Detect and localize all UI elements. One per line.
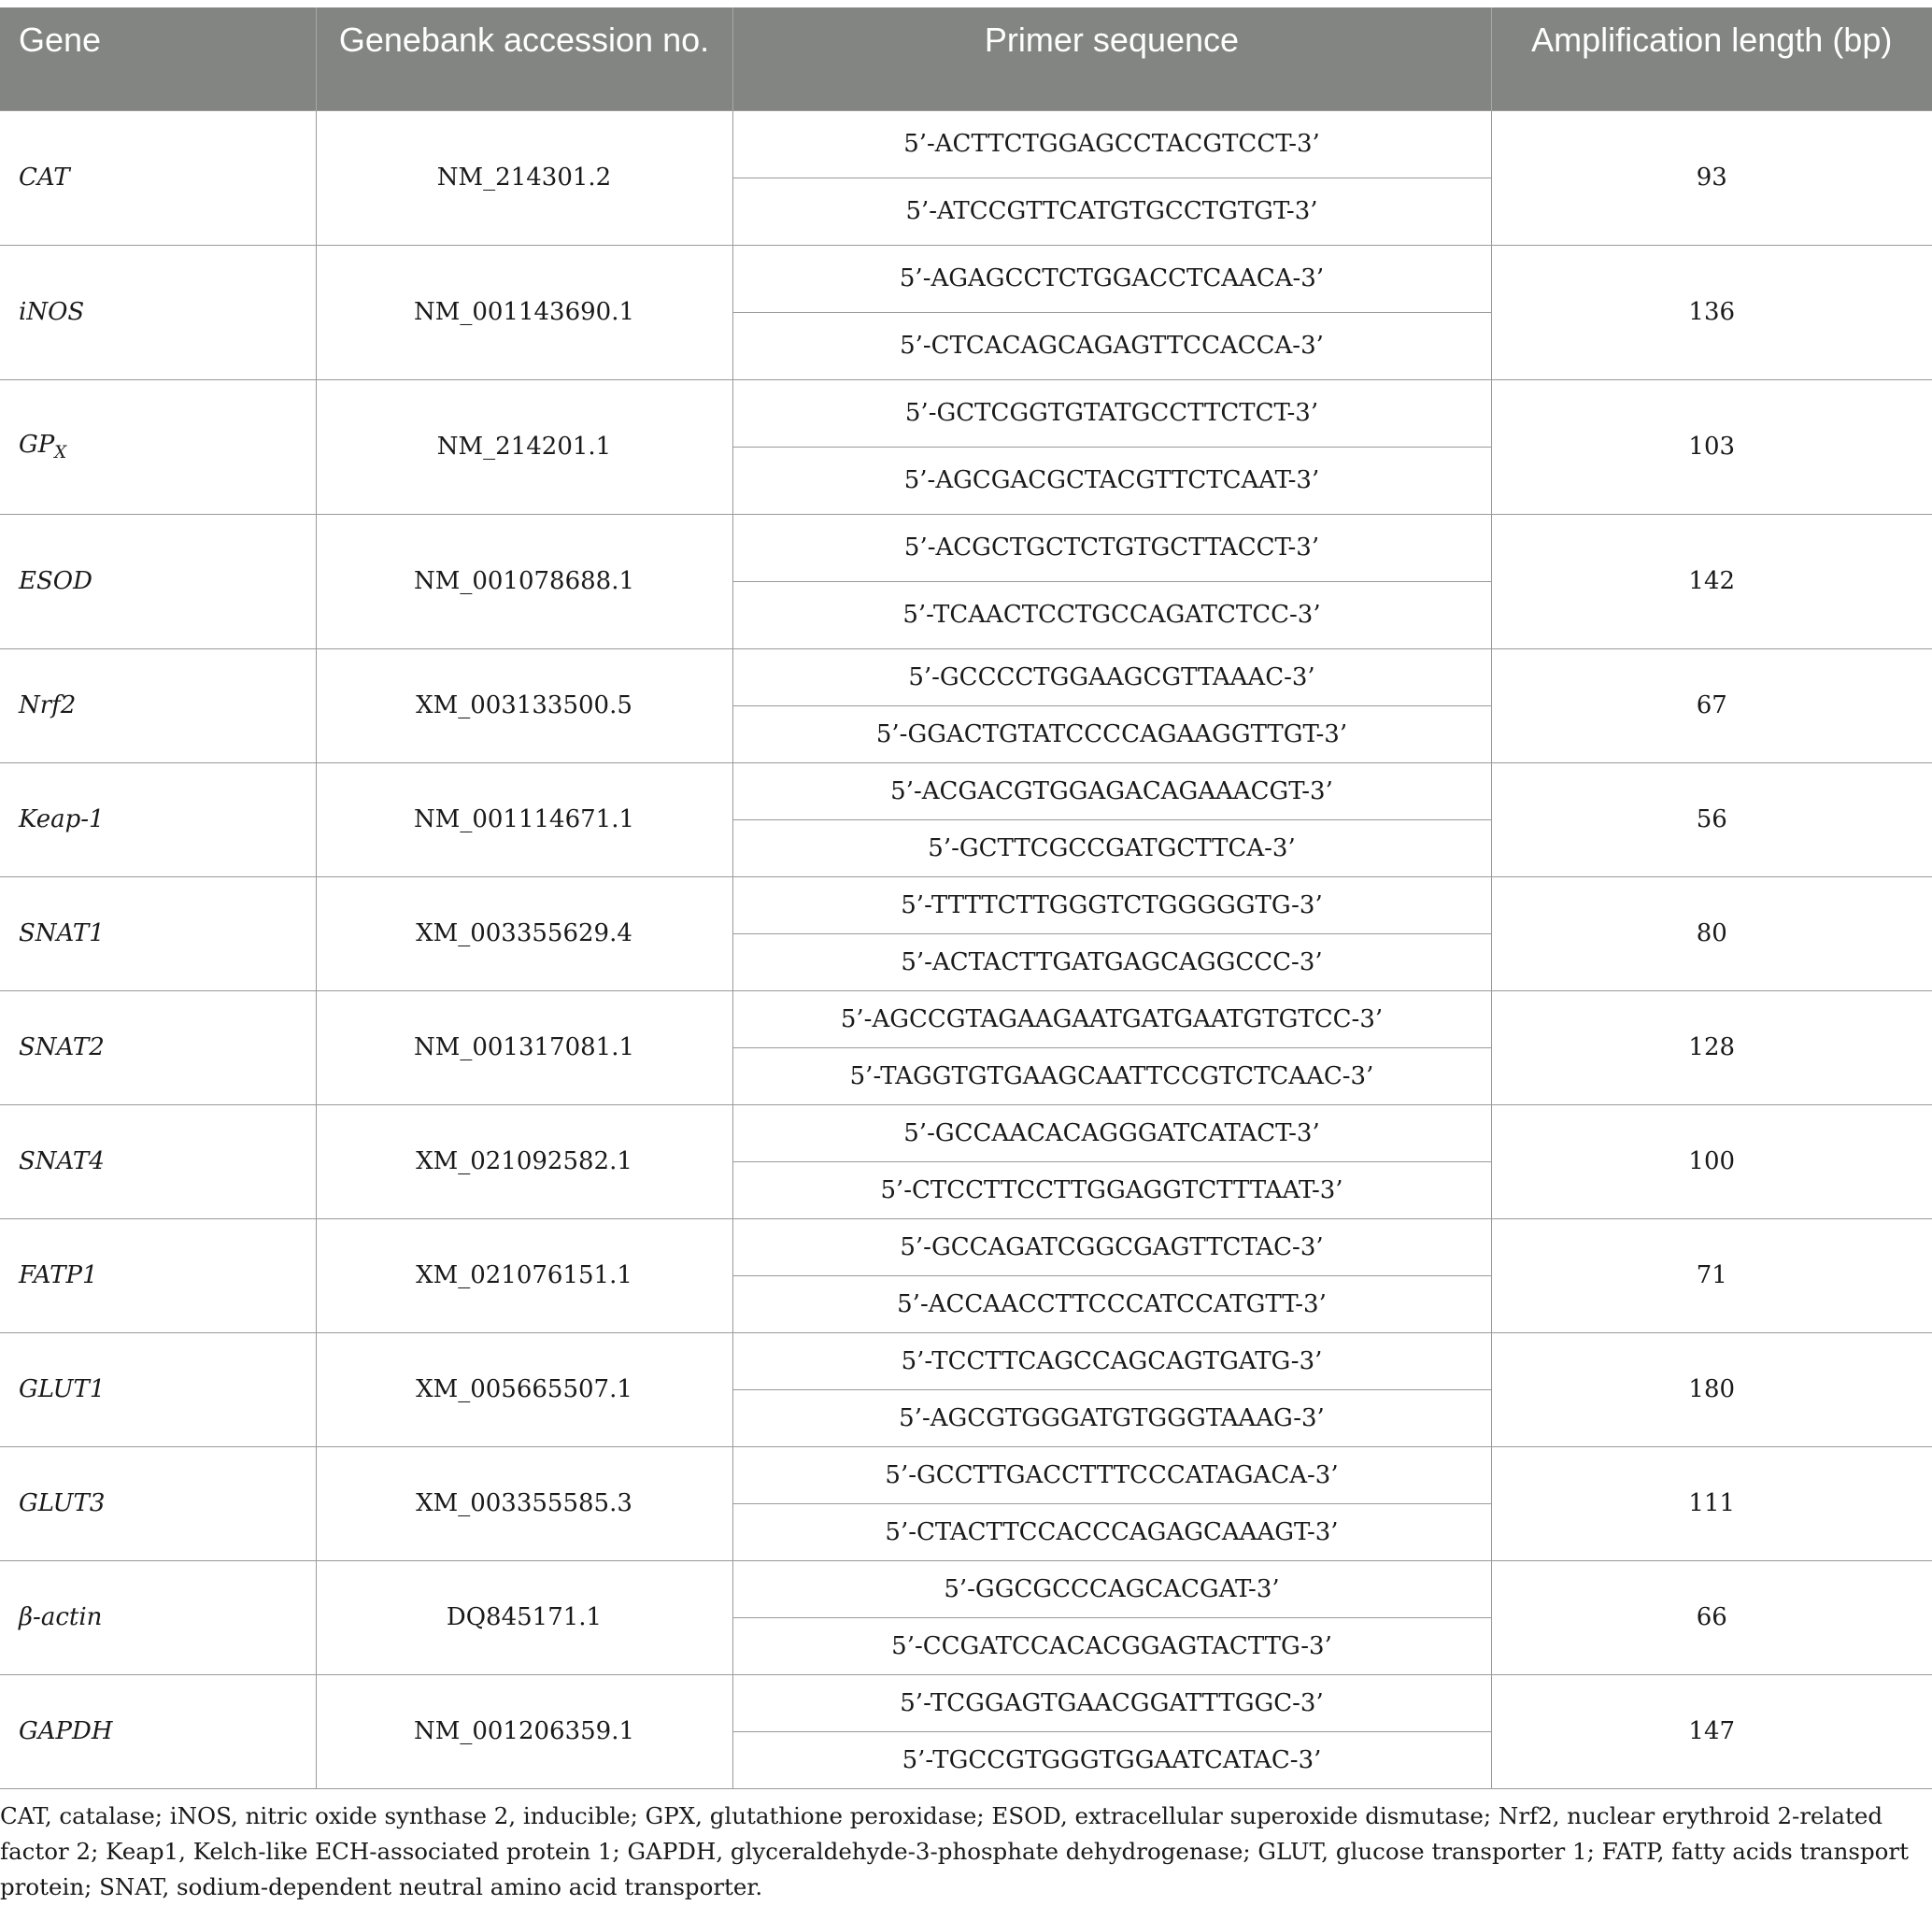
gene-subscript: X [54,443,67,463]
table-row [0,1446,1932,1503]
reverse-primer-cell: 5’-TGCCGTGGGTGGAATCATAC-3’ [732,1731,1491,1788]
reverse-primer-cell: 5’-CTCCTTCCTTGGAGGTCTTTAAT-3’ [732,1161,1491,1218]
table-row [0,514,1932,581]
forward-primer-cell: 5’-AGCCGTAGAAGAATGATGAATGTGTCC-3’ [732,990,1491,1047]
gene-name: Keap-1 [19,805,105,833]
gene-name: FATP1 [19,1261,98,1289]
gene-name: CAT [19,164,70,192]
table-row [0,876,1932,933]
accession-cell: NM_001206359.1 [316,1674,732,1788]
amplification-length-cell: 180 [1491,1332,1932,1446]
amplification-length-cell: 80 [1491,876,1932,990]
accession-cell: XM_021076151.1 [316,1218,732,1332]
gene-cell [0,1446,316,1560]
reverse-primer-cell: 5’-AGCGACGCTACGTTCTCAAT-3’ [732,447,1491,514]
gene-cell [0,1104,316,1218]
header-primer-sequence: Primer sequence [732,7,1491,110]
amplification-length-cell: 56 [1491,762,1932,876]
gene-cell [0,1332,316,1446]
reverse-primer-cell: 5’-ACCAACCTTCCCATCCATGTT-3’ [732,1275,1491,1332]
gene-cell [0,110,316,245]
accession-cell: NM_001317081.1 [316,990,732,1104]
accession-cell: XM_021092582.1 [316,1104,732,1218]
reverse-primer-cell: 5’-GGACTGTATCCCCAGAAGGTTGT-3’ [732,705,1491,762]
forward-primer-cell: 5’-GCCAACACAGGGATCATACT-3’ [732,1104,1491,1161]
accession-cell: DQ845171.1 [316,1560,732,1674]
reverse-primer-cell: 5’-AGCGTGGGATGTGGGTAAAG-3’ [732,1389,1491,1446]
amplification-length-cell: 147 [1491,1674,1932,1788]
amplification-length-cell: 71 [1491,1218,1932,1332]
primer-table-document [0,7,1932,1905]
gene-cell [0,1218,316,1332]
table-row [0,379,1932,447]
gene-name: SNAT2 [19,1033,105,1061]
accession-cell: NM_214301.2 [316,110,732,245]
gene-cell [0,514,316,648]
table-row [0,1218,1932,1275]
table-row [0,1674,1932,1731]
amplification-length-cell: 111 [1491,1446,1932,1560]
primer-table [0,7,1932,1789]
accession-cell: XM_003355629.4 [316,876,732,990]
gene-name: iNOS [19,298,85,326]
accession-cell: NM_001078688.1 [316,514,732,648]
table-row [0,990,1932,1047]
table-row [0,245,1932,312]
reverse-primer-cell: 5’-TAGGTGTGAAGCAATTCCGTCTCAAC-3’ [732,1047,1491,1104]
table-row [0,648,1932,705]
gene-cell [0,1560,316,1674]
amplification-length-cell: 128 [1491,990,1932,1104]
amplification-length-cell: 136 [1491,245,1932,379]
gene-cell [0,1674,316,1788]
amplification-length-cell: 93 [1491,110,1932,245]
accession-cell: NM_001143690.1 [316,245,732,379]
forward-primer-cell: 5’-GCTCGGTGTATGCCTTCTCT-3’ [732,379,1491,447]
gene-name: Nrf2 [19,691,77,719]
accession-cell: NM_214201.1 [316,379,732,514]
forward-primer-cell: 5’-ACTTCTGGAGCCTACGTCCT-3’ [732,110,1491,178]
table-row [0,110,1932,178]
amplification-length-cell: 67 [1491,648,1932,762]
gene-name: SNAT4 [19,1147,105,1175]
table-row [0,1560,1932,1617]
gene-cell [0,990,316,1104]
forward-primer-cell: 5’-TCGGAGTGAACGGATTTGGC-3’ [732,1674,1491,1731]
accession-cell: NM_001114671.1 [316,762,732,876]
amplification-length-cell: 100 [1491,1104,1932,1218]
header-amplification-length: Amplification length (bp) [1491,7,1932,110]
forward-primer-cell: 5’-ACGACGTGGAGACAGAAACGT-3’ [732,762,1491,819]
gene-cell [0,245,316,379]
accession-cell: XM_003355585.3 [316,1446,732,1560]
reverse-primer-cell: 5’-CTCACAGCAGAGTTCCACCA-3’ [732,312,1491,379]
header-gene: Gene [0,7,316,110]
gene-name: GAPDH [19,1717,113,1745]
reverse-primer-cell: 5’-GCTTCGCCGATGCTTCA-3’ [732,819,1491,876]
accession-cell: XM_005665507.1 [316,1332,732,1446]
gene-cell [0,762,316,876]
forward-primer-cell: 5’-ACGCTGCTCTGTGCTTACCT-3’ [732,514,1491,581]
amplification-length-cell: 66 [1491,1560,1932,1674]
table-footnote: CAT, catalase; iNOS, nitric oxide synthase 2, inducible; GPX, glutathione peroxidase; ESOD, extracellular superoxide dismutase; Nrf2, nuclear erythroid 2-related factor 2; Keap1, Kelch-like ECH-associated protein 1; GAPDH, glyceraldehyde-3-phosphate dehydrogenase; GLUT, glucose transporter 1; FATP, fatty acids transport protein; SNAT, sodium-dependent neutral amino acid transporter. [0,1801,1909,1900]
reverse-primer-cell: 5’-ATCCGTTCATGTGCCTGTGT-3’ [732,178,1491,245]
amplification-length-cell: 103 [1491,379,1932,514]
table-row [0,1104,1932,1161]
forward-primer-cell: 5’-TTTTCTTGGGTCTGGGGGTG-3’ [732,876,1491,933]
gene-name: GP [19,430,55,459]
forward-primer-cell: 5’-AGAGCCTCTGGACCTCAACA-3’ [732,245,1491,312]
forward-primer-cell: 5’-GCCCCTGGAAGCGTTAAAC-3’ [732,648,1491,705]
reverse-primer-cell: 5’-ACTACTTGATGAGCAGGCCC-3’ [732,933,1491,990]
reverse-primer-cell: 5’-TCAACTCCTGCCAGATCTCC-3’ [732,581,1491,648]
table-header-row [0,7,1932,110]
reverse-primer-cell: 5’-CCGATCCACACGGAGTACTTG-3’ [732,1617,1491,1674]
gene-name: GLUT1 [19,1375,106,1403]
reverse-primer-cell: 5’-CTACTTCCACCCAGAGCAAAGT-3’ [732,1503,1491,1560]
table-row [0,762,1932,819]
gene-name: SNAT1 [19,919,105,947]
header-accession: Genebank accession no. [316,7,732,110]
forward-primer-cell: 5’-TCCTTCAGCCAGCAGTGATG-3’ [732,1332,1491,1389]
forward-primer-cell: 5’-GCCTTGACCTTTCCCATAGACA-3’ [732,1446,1491,1503]
gene-cell [0,379,316,514]
table-body [0,110,1932,1788]
forward-primer-cell: 5’-GCCAGATCGGCGAGTTCTAC-3’ [732,1218,1491,1275]
gene-name: GLUT3 [19,1489,106,1517]
amplification-length-cell: 142 [1491,514,1932,648]
gene-name: ESOD [19,567,92,595]
gene-cell [0,648,316,762]
gene-cell [0,876,316,990]
accession-cell: XM_003133500.5 [316,648,732,762]
table-row [0,1332,1932,1389]
gene-name: β-actin [19,1603,103,1631]
forward-primer-cell: 5’-GGCGCCCAGCACGAT-3’ [732,1560,1491,1617]
